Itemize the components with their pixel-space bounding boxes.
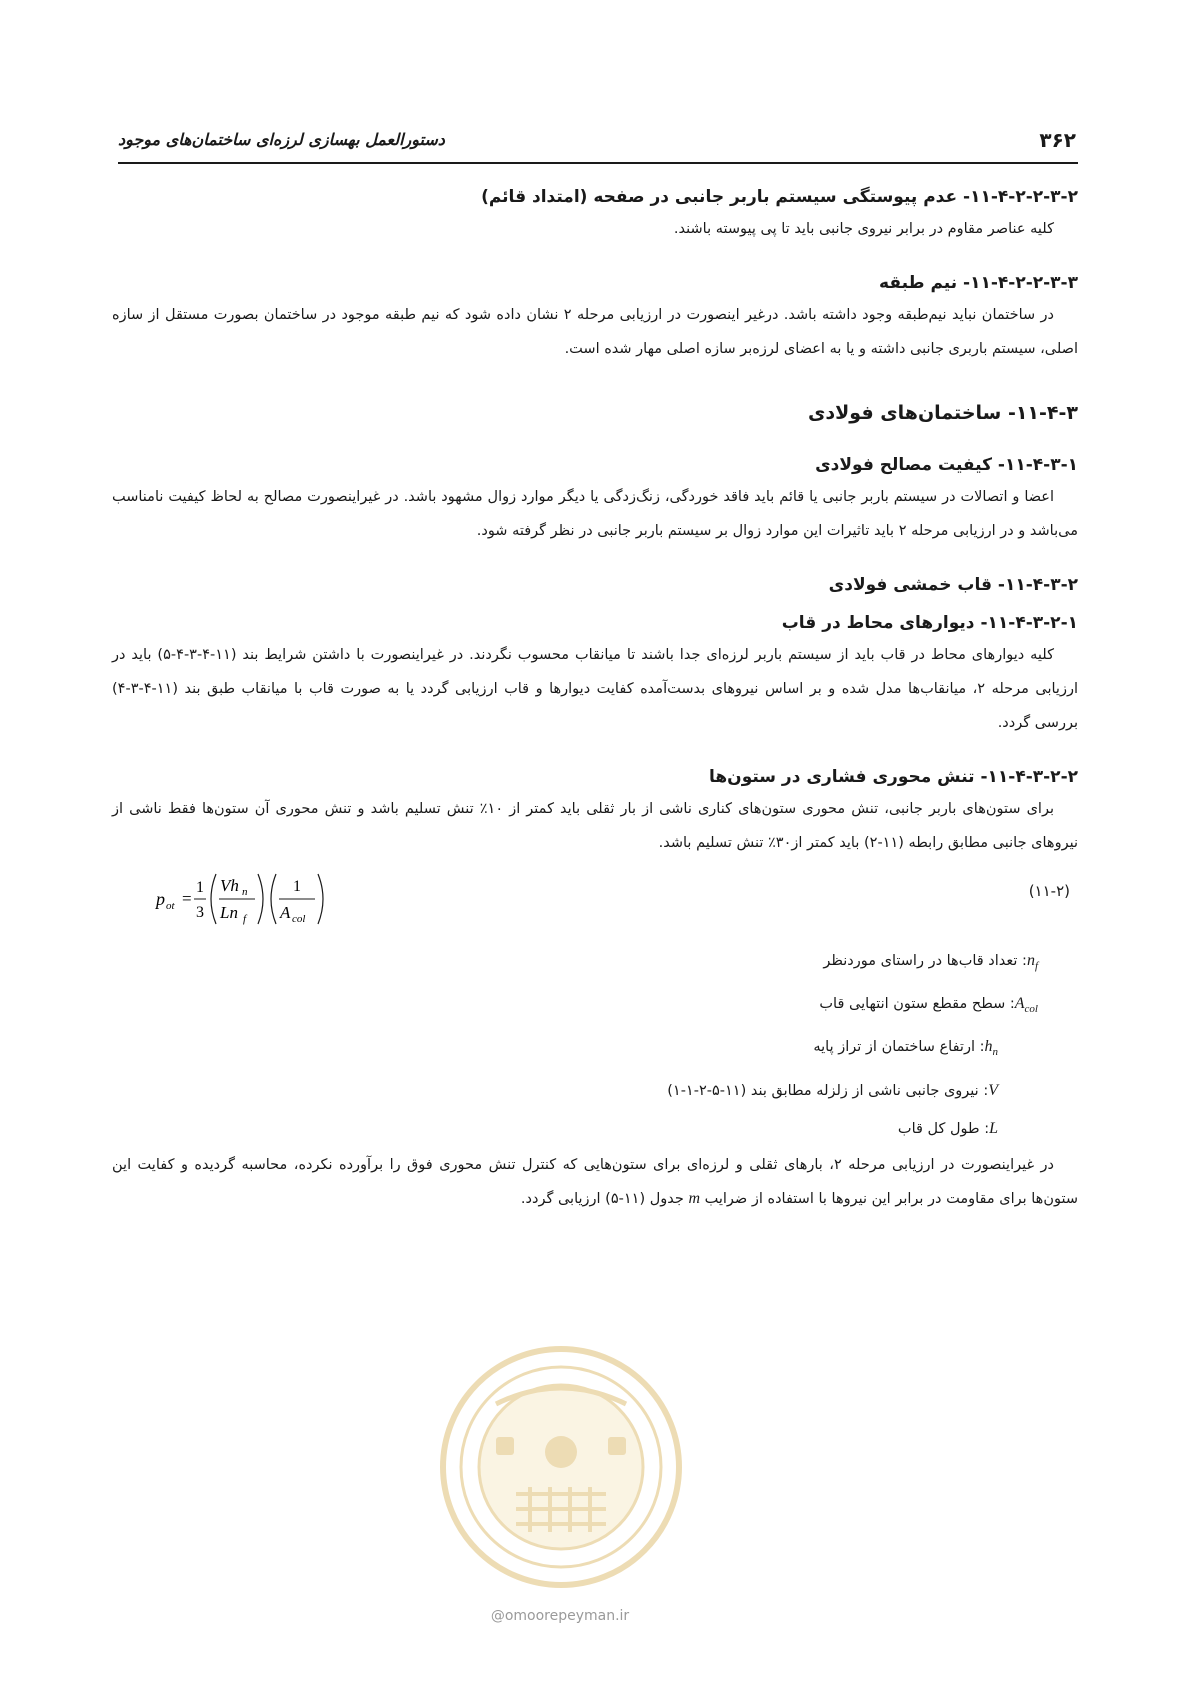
document-body [112, 182, 1078, 1216]
section-heading-infill-walls: ۱۱-۴-۳-۲-۱- دیوارهای محاط در قاب [781, 613, 1078, 633]
equation-svg [152, 866, 352, 932]
eq-paren-right-1 [258, 874, 263, 924]
running-title: دستورالعمل بهسازی لرزه‌ای ساختمان‌های موجود [118, 130, 445, 149]
equation-row [112, 864, 1078, 934]
section-heading-mezzanine: ۱۱-۴-۲-۲-۳-۳- نیم طبقه [879, 273, 1078, 293]
eq-f2-den: A [280, 903, 291, 922]
eq-f1-num-sub: n [242, 886, 248, 898]
section-heading-steel-material-quality: ۱۱-۴-۳-۱- کیفیت مصالح فولادی [815, 455, 1078, 475]
def-symbol: $A_{col}$ [1014, 995, 1038, 1016]
eq-f2-den-sub: col [292, 913, 306, 925]
eq-paren-left-1 [211, 874, 216, 924]
page-number: ۳۶۲ [1039, 128, 1076, 152]
section-heading-steel-moment-frame: ۱۱-۴-۳-۲- قاب خمشی فولادی [828, 575, 1078, 595]
definition-v [112, 1072, 1038, 1110]
section-heading-vertical-discontinuity: ۱۱-۴-۲-۲-۳-۲- عدم پیوستگی سیستم باربر جانبی در صفحه (امتداد قائم) [481, 187, 1078, 207]
def-symbol: $n_f$ [1026, 952, 1038, 973]
definition-acol [112, 985, 1038, 1028]
def-symbol: L [989, 1119, 998, 1137]
coefficient-m: m [688, 1189, 701, 1207]
paragraph-steel-material-quality: اعضا و اتصالات در سیستم باربر جانبی یا قائم باید فاقد خوردگی، زنگ‌زدگی یا دیگر موارد زوال مشهود باشد. در غیراینصورت مصالح به لحاظ کیفیت نامناسب می‌باشد و در ارزیابی مرحله ۲ باید تاثیرات این موارد زوال بر سیستم باربر جانبی در نظر گرفته شود. [112, 489, 1078, 539]
definition-nf [112, 942, 1038, 985]
paragraph-vertical-discontinuity: کلیه عناصر مقاوم در برابر نیروی جانبی باید تا پی پیوسته باشند. [673, 221, 1054, 237]
definition-hn [112, 1028, 1038, 1071]
def-text: : ارتفاع ساختمان از تراز پایه [813, 1039, 985, 1056]
eq-coef-num: 1 [196, 879, 204, 896]
section-heading-steel-buildings: ۱۱-۴-۳- ساختمان‌های فولادی [807, 402, 1078, 424]
paragraph-otherwise [112, 1148, 1078, 1216]
watermark-url: @omoorepeyman.ir [490, 1608, 630, 1624]
eq-f1-num: Vh [220, 876, 239, 895]
symbol-definitions [112, 942, 1078, 1148]
def-text: : تعداد قاب‌ها در راستای موردنظر [823, 953, 1027, 969]
eq-equals: = [182, 889, 192, 908]
def-text: : سطح مقطع ستون انتهایی قاب [819, 996, 1015, 1013]
equation-formula [152, 866, 352, 936]
def-symbol: V [988, 1081, 998, 1099]
eq-paren-left-2 [271, 874, 276, 924]
eq-paren-right-2 [318, 874, 323, 924]
eq-lhs: p [156, 889, 165, 909]
paragraph-mezzanine: در ساختمان نباید نیم‌طبقه وجود داشته باشد. درغیر اینصورت در ارزیابی مرحله ۲ نشان داده شود که نیم طبقه موجود در ساختمان بصورت مستقل از سازه اصلی، سیستم باربری جانبی داشته و یا به اعضای لرزه‌بر سازه اصلی مهار شده است. [112, 307, 1078, 357]
eq-f2-num: 1 [293, 878, 301, 895]
page-header [118, 120, 1078, 164]
def-text: : نیروی جانبی ناشی از زلزله مطابق بند (۱۱-۵-۲-۱-۱) [667, 1082, 989, 1099]
eq-coef-den: 3 [196, 904, 204, 921]
eq-f1-den: Ln [220, 903, 238, 922]
paragraph-axial-stress: برای ستون‌های باربر جانبی، تنش محوری ستون‌های کناری ناشی از بار ثقلی باید کمتر از ۱۰٪ تنش تسلیم باشد و تنش محوری آن ستون‌ها فقط ناشی از نیروهای جانبی مطابق رابطه (۱۱-۲) باید کمتر از۳۰٪ تنش تسلیم باشد. [112, 801, 1078, 851]
def-text: : طول کل قاب [897, 1120, 990, 1137]
final-text-part2: جدول (۱۱-۵) ارزیابی گردد. [520, 1190, 689, 1207]
final-text-part1: در غیراینصورت در ارزیابی مرحله ۲، بارهای ثقلی و لرزه‌ای برای ستون‌هایی که کنترل تنش محوری فوق را برآورده نکرده، محاسبه گردیده و کفایت این ستون‌ها برای مقاومت در برابر این نیروها با استفاده از ضرایب [112, 1156, 1078, 1207]
equation-number: (۱۱-۲) [1028, 882, 1070, 900]
eq-f1-den-sub: f [243, 913, 247, 925]
watermark-seal-icon [436, 1342, 686, 1592]
eq-lhs-sub: ot [166, 900, 175, 912]
section-heading-axial-stress: ۱۱-۴-۳-۲-۲- تنش محوری فشاری در ستون‌ها [709, 767, 1078, 787]
paragraph-infill-walls: کلیه دیوارهای محاط در قاب باید از سیستم باربر لرزه‌ای جدا باشند تا میانقاب محسوب نگردند. در غیراینصورت با داشتن شرایط بند (۱۱-۴-۳-۴-۵) باید در ارزیابی مرحله ۲، میانقاب‌ها مدل شده و بر اساس نیروهای بدست‌آمده کفایت دیوارها و قاب ارزیابی گردد یا به صورت قاب با میانقاب طبق بند (۱۱-۴-۳-۴) بررسی گردد. [112, 647, 1078, 731]
definition-l [112, 1110, 1038, 1148]
def-symbol: $h_n$ [984, 1038, 998, 1059]
